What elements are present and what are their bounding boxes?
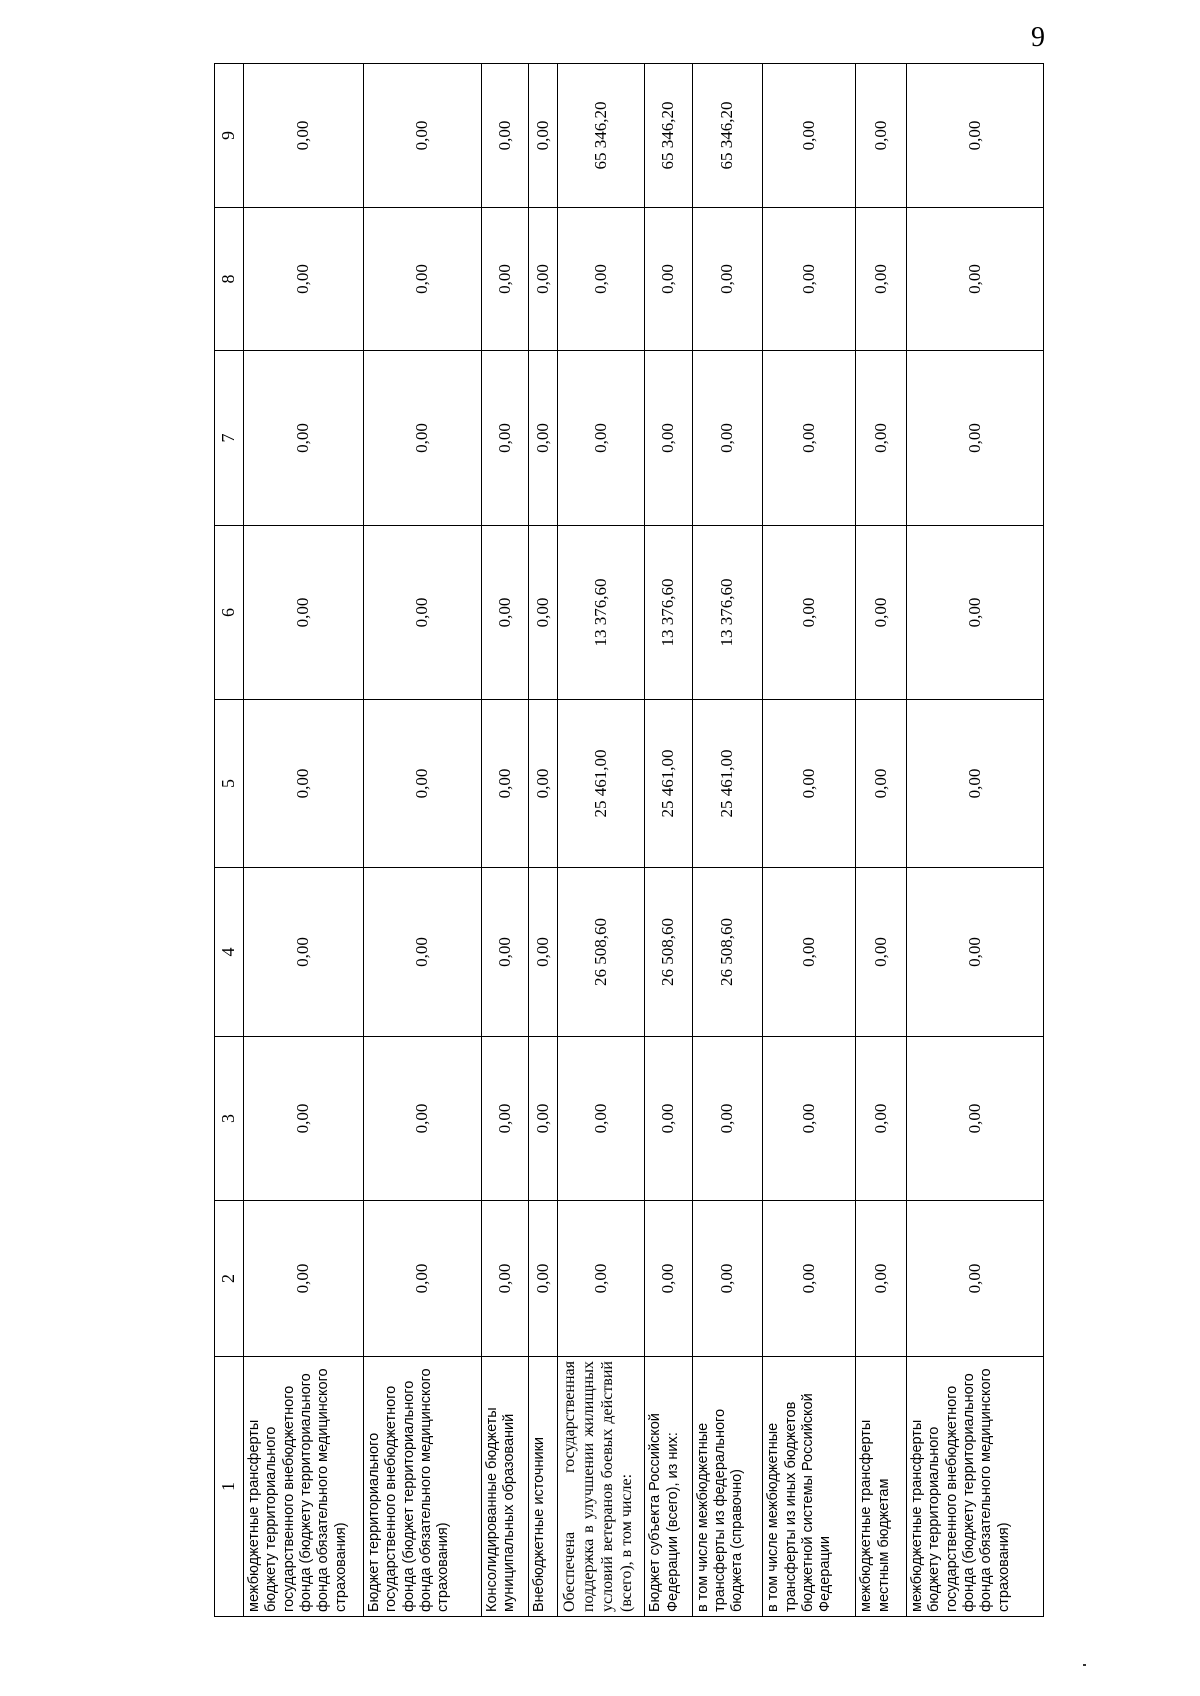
column-header: 2 (215, 1201, 244, 1357)
table-cell: 0,00 (243, 526, 363, 700)
table-cell: 25 461,00 (692, 700, 763, 868)
table-cell: 0,00 (856, 351, 906, 526)
column-header: 3 (215, 1037, 244, 1201)
column-header: 7 (215, 351, 244, 526)
column-header-row (215, 64, 244, 1617)
table-cell: 0,00 (645, 351, 692, 526)
table-cell: 0,00 (528, 868, 557, 1037)
row-label: Внебюджетные источники (528, 1357, 557, 1617)
table-cell: 0,00 (856, 208, 906, 351)
column-header: 8 (215, 208, 244, 351)
table-cell: 13 376,60 (692, 526, 763, 700)
row-label: в том числе межбюджетные трансферты из федерального бюджета (справочно) (692, 1357, 763, 1617)
row-label: Бюджет субъекта Российской Федерации (всего), из них: (645, 1357, 692, 1617)
table-cell: 0,00 (645, 1201, 692, 1357)
budget-table (214, 63, 1044, 1617)
table-cell: 0,00 (528, 700, 557, 868)
table-cell: 0,00 (481, 208, 528, 351)
table-cell: 25 461,00 (557, 700, 645, 868)
table-cell: 0,00 (528, 1037, 557, 1201)
table-cell: 0,00 (906, 1037, 1043, 1201)
table-cell: 0,00 (763, 526, 856, 700)
table-cell: 0,00 (243, 1201, 363, 1357)
table-cell: 0,00 (363, 526, 481, 700)
table-cell: 26 508,60 (557, 868, 645, 1037)
table-row (557, 64, 645, 1617)
table-cell: 0,00 (906, 526, 1043, 700)
table-cell: 0,00 (481, 700, 528, 868)
table-cell: 0,00 (692, 1201, 763, 1357)
table-cell: 0,00 (856, 1201, 906, 1357)
table-cell: 0,00 (528, 64, 557, 208)
table-cell: 0,00 (243, 700, 363, 868)
table-cell: 65 346,20 (692, 64, 763, 208)
column-header: 4 (215, 868, 244, 1037)
row-label: межбюджетные трансферты бюджету территориального государственного внебюджетного фонда (бюджету территориального фонда обязательного медицинского страхования) (243, 1357, 363, 1617)
row-label: межбюджетные трансферты бюджету территориального государственного внебюджетного фонда (бюджету территориального фонда обязательного медицинского страхования) (906, 1357, 1043, 1617)
column-header: 5 (215, 700, 244, 868)
table-cell: 0,00 (363, 1201, 481, 1357)
table-cell: 0,00 (481, 1037, 528, 1201)
table-cell: 0,00 (763, 1037, 856, 1201)
table-cell: 0,00 (906, 700, 1043, 868)
table-row (906, 64, 1043, 1617)
table-cell: 25 461,00 (645, 700, 692, 868)
row-label: в том числе межбюджетные трансферты из иных бюджетов бюджетной системы Российской Федерации (763, 1357, 856, 1617)
rotated-table-container (214, 64, 1044, 1617)
table-cell: 13 376,60 (557, 526, 645, 700)
table-cell: 0,00 (906, 208, 1043, 351)
table-cell: 0,00 (692, 208, 763, 351)
column-header: 1 (215, 1357, 244, 1617)
table-cell: 0,00 (528, 208, 557, 351)
table-cell: 0,00 (856, 526, 906, 700)
table-cell: 0,00 (243, 351, 363, 526)
table-cell: 0,00 (481, 868, 528, 1037)
table-row (481, 64, 528, 1617)
table-row (692, 64, 763, 1617)
table-cell: 0,00 (856, 64, 906, 208)
table-cell: 0,00 (363, 351, 481, 526)
column-header: 9 (215, 64, 244, 208)
table-cell: 0,00 (363, 64, 481, 208)
table-cell: 0,00 (763, 868, 856, 1037)
table-row (856, 64, 906, 1617)
table-cell: 0,00 (763, 700, 856, 868)
table-cell: 0,00 (363, 208, 481, 351)
table-cell: 0,00 (763, 64, 856, 208)
table-cell: 26 508,60 (692, 868, 763, 1037)
table-cell: 0,00 (528, 526, 557, 700)
table-cell: 0,00 (906, 351, 1043, 526)
table-cell: 0,00 (528, 1201, 557, 1357)
table-cell: 0,00 (363, 700, 481, 868)
table-cell: 0,00 (557, 1037, 645, 1201)
table-cell: 26 508,60 (645, 868, 692, 1037)
table-cell: 65 346,20 (557, 64, 645, 208)
table-cell: 0,00 (481, 64, 528, 208)
table-cell: 0,00 (243, 208, 363, 351)
table-cell: 0,00 (856, 868, 906, 1037)
row-label: межбюджетные трансферты местным бюджетам (856, 1357, 906, 1617)
table-cell: 0,00 (363, 1037, 481, 1201)
table-cell: 0,00 (906, 64, 1043, 208)
table-cell: 0,00 (363, 868, 481, 1037)
table-cell: 0,00 (692, 1037, 763, 1201)
row-label: Обеспечена государственная поддержка в улучшении жилищных условий ветеранов боевых действий (всего), в том числе: (557, 1357, 645, 1617)
table-cell: 0,00 (557, 351, 645, 526)
table-cell: 0,00 (481, 526, 528, 700)
row-label: Консолидированные бюджеты муниципальных образований (481, 1357, 528, 1617)
table-cell: 0,00 (906, 868, 1043, 1037)
table-cell: 0,00 (692, 351, 763, 526)
table-cell: 13 376,60 (645, 526, 692, 700)
row-label: Бюджет территориального государственного внебюджетного фонда (бюджет территориального фонда обязательного медицинского страхования) (363, 1357, 481, 1617)
table-cell: 0,00 (557, 1201, 645, 1357)
table-cell: 0,00 (645, 1037, 692, 1201)
table-cell: 0,00 (243, 868, 363, 1037)
table-cell: 0,00 (528, 351, 557, 526)
table-cell: 0,00 (481, 1201, 528, 1357)
table-cell: 0,00 (481, 351, 528, 526)
table-row (528, 64, 557, 1617)
table-cell: 0,00 (763, 1201, 856, 1357)
table-cell: 0,00 (243, 1037, 363, 1201)
table-row (763, 64, 856, 1617)
table-row (645, 64, 692, 1617)
table-cell: 0,00 (906, 1201, 1043, 1357)
table-cell: 65 346,20 (645, 64, 692, 208)
table-cell: 0,00 (856, 700, 906, 868)
table-cell: 0,00 (763, 208, 856, 351)
table-cell: 0,00 (557, 208, 645, 351)
column-header: 6 (215, 526, 244, 700)
table-cell: 0,00 (763, 351, 856, 526)
scan-speck (1083, 1664, 1086, 1666)
table-row (363, 64, 481, 1617)
table-cell: 0,00 (645, 208, 692, 351)
page-number: 9 (1031, 22, 1045, 53)
table-row (243, 64, 363, 1617)
table-cell: 0,00 (856, 1037, 906, 1201)
table-cell: 0,00 (243, 64, 363, 208)
